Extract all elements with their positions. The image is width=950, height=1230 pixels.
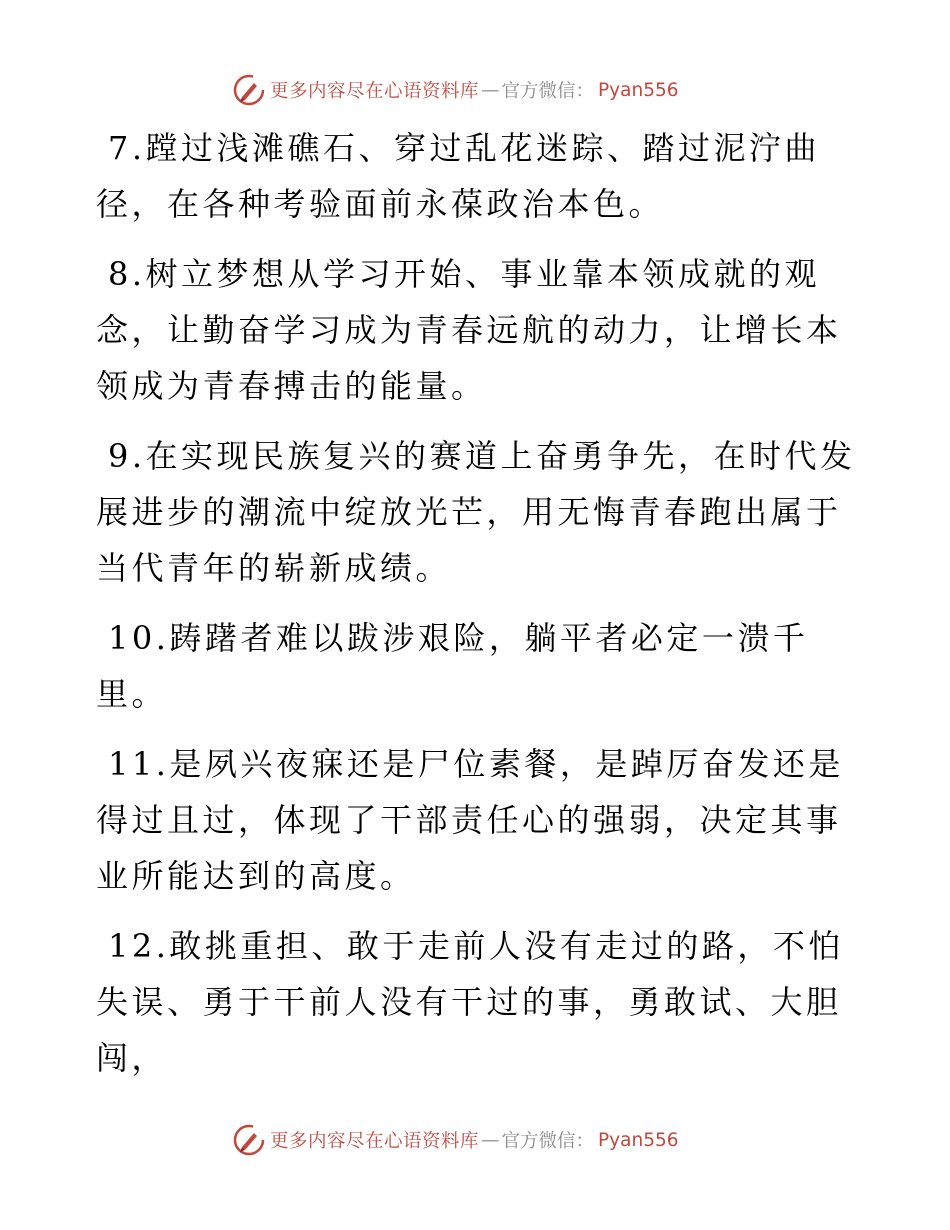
watermark-brand: 更多内容尽在心语资料库 (270, 81, 480, 102)
paragraph-text: 敢挑重担、敢于走前人没有走过的路，不怕失误、勇于干前人没有干过的事，勇敢试、大胆闯， (96, 927, 844, 1077)
paragraph-7 (96, 120, 856, 232)
paragraph-11 (96, 736, 856, 904)
document-body (96, 120, 856, 1100)
pen-logo-icon (232, 73, 266, 107)
header-watermark (232, 72, 679, 108)
paragraph-number: 10. (108, 619, 170, 657)
watermark-contact-label: 官方微信： (501, 81, 595, 102)
paragraph-number: 9. (108, 437, 146, 475)
paragraph-text: 在实现民族复兴的赛道上奋勇争先，在时代发展进步的潮流中绽放光芒，用无悔青春跑出属于当代青年的崭新成绩。 (96, 437, 856, 587)
pen-logo-icon (232, 1123, 266, 1157)
paragraph-10 (96, 610, 856, 722)
watermark-contact-label: 官方微信： (501, 1131, 595, 1152)
watermark-separator: — (481, 1129, 500, 1151)
watermark-wechat-id: Pyan556 (598, 79, 679, 101)
paragraph-text: 树立梦想从学习开始、事业靠本领成就的观念，让勤奋学习成为青春远航的动力，让增长本领成为青春搏击的能量。 (96, 255, 842, 405)
watermark-separator: — (481, 79, 500, 101)
paragraph-12 (96, 918, 856, 1086)
footer-watermark (232, 1122, 679, 1158)
paragraph-number: 8. (108, 255, 146, 293)
paragraph-number: 12. (108, 927, 170, 965)
paragraph-text: 踌躇者难以跋涉艰险，躺平者必定一溃千里。 (96, 619, 809, 713)
watermark-wechat-id: Pyan556 (598, 1129, 679, 1151)
paragraph-9 (96, 428, 856, 596)
watermark-brand: 更多内容尽在心语资料库 (270, 1131, 480, 1152)
paragraph-text: 蹚过浅滩礁石、穿过乱花迷踪、踏过泥泞曲径，在各种考验面前永葆政治本色。 (96, 129, 821, 223)
paragraph-8 (96, 246, 856, 414)
paragraph-text: 是夙兴夜寐还是尸位素餐，是踔厉奋发还是得过且过，体现了干部责任心的强弱，决定其事业所能达到的高度。 (96, 745, 844, 895)
paragraph-number: 7. (108, 129, 146, 167)
paragraph-number: 11. (108, 745, 170, 783)
